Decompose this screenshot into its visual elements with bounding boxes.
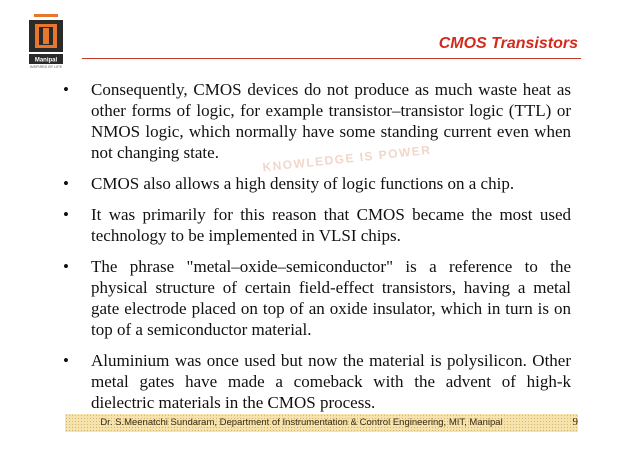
bullet-text: It was primarily for this reason that CMOS became the most used technology to be implemented in VLSI chips.: [91, 205, 571, 245]
bullet-text: The phrase "metal–oxide–semiconductor" is a reference to the physical structure of certain field-effect transistors, having a metal gate electrode placed on top of an oxide insulator, which in turn is on top of a semiconductor material.: [91, 257, 571, 339]
footer-credit: Dr. S.Meenatchi Sundaram, Department of Instrumentation & Control Engineering, MIT, Manipal: [100, 417, 503, 428]
bullet-item: [63, 79, 571, 163]
title-divider: [82, 58, 581, 59]
page-number: 9: [572, 416, 578, 428]
background-watermark: KNOWLEDGE IS POWER: [261, 142, 433, 175]
bullet-marker: •: [63, 174, 69, 193]
bullet-marker: •: [63, 257, 69, 276]
manipal-logo: [27, 14, 65, 64]
slide-title: CMOS Transistors: [438, 35, 578, 52]
bullet-item: [63, 256, 571, 340]
bullet-marker: •: [63, 205, 69, 224]
bullet-text: CMOS also allows a high density of logic functions on a chip.: [91, 174, 515, 193]
bullet-text: Consequently, CMOS devices do not produce as much waste heat as other forms of logic, for example transistor–transistor logic (TTL) or NMOS logic, which normally have some standing current even when not changing state.: [91, 80, 571, 162]
bullet-text: Aluminium was once used but now the material is polysilicon. Other metal gates have made a comeback with the advent of high-k dielectric materials in the CMOS process.: [91, 351, 571, 412]
logo-text: Manipal: [34, 57, 58, 64]
bullet-list: [63, 79, 571, 423]
bullet-item: [63, 350, 571, 413]
footer-bar: [65, 414, 578, 432]
bullet-marker: •: [63, 351, 69, 370]
bullet-item: [63, 204, 571, 246]
logo-tagline: INSPIRED BY LIFE: [29, 65, 63, 69]
bullet-item: [63, 173, 571, 194]
bullet-marker: •: [63, 80, 69, 99]
